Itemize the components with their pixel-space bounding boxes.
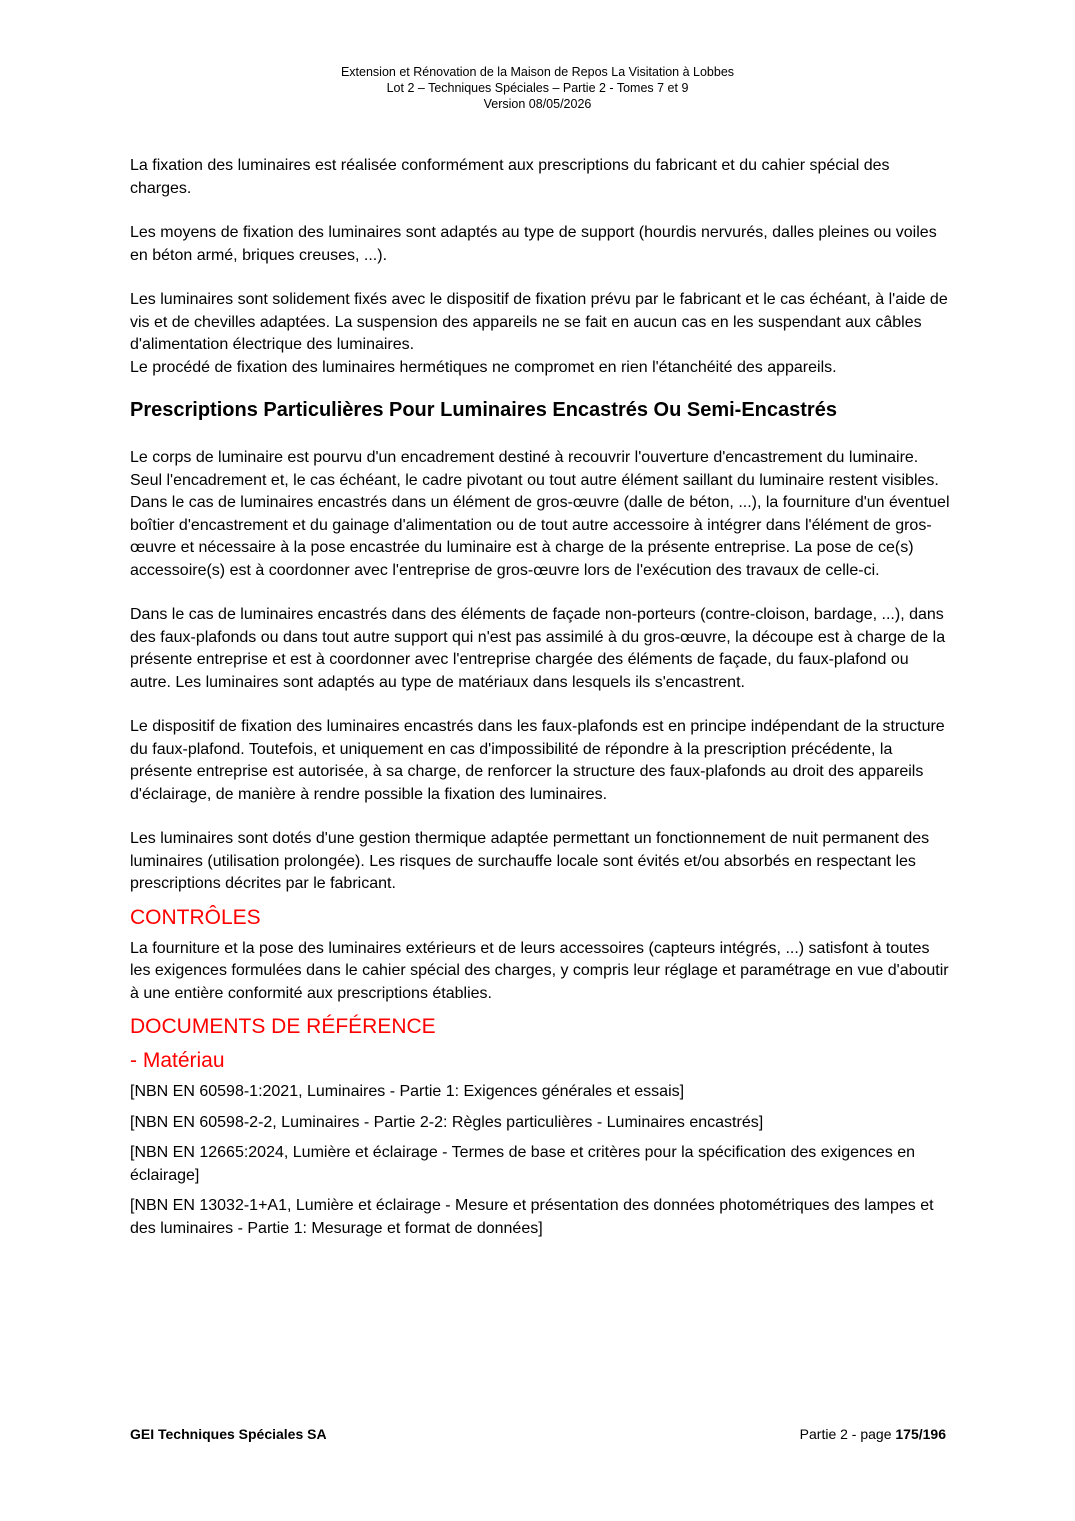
section-heading: Prescriptions Particulières Pour Luminaires Encastrés Ou Semi-Encastrés [130,399,837,421]
reference-item: [NBN EN 12665:2024, Lumière et éclairage - Termes de base et critères pour la spécification des exigences en éclairage] [130,1144,916,1184]
paragraph: Les luminaires sont solidement fixés avec le dispositif de fixation prévu par le fabricant et le cas échéant, à l'aide de vis et de chevilles adaptées. La suspension des appareils ne se fait en aucun cas en les suspendant aux câbles d'alimentation électrique des luminaires. [130,291,948,353]
header-lot: Lot 2 – Techniques Spéciales – Partie 2 - Tomes 7 et 9 [386,81,689,95]
footer-page-prefix: Partie 2 - page [799,1426,896,1442]
footer-page-number [800,1426,946,1442]
paragraph: Les luminaires sont dotés d'une gestion thermique adaptée permettant un fonctionnement de nuit permanent des luminaires (utilisation prolongée). Les risques de surchauffe locale sont évités et/ou absorbés en respectant les prescriptions décrites par le fabricant. [130,830,930,892]
paragraph: Le procédé de fixation des luminaires hermétiques ne compromet en rien l'étanchéité des appareils. [130,358,837,376]
reference-item: [NBN EN 13032-1+A1, Lumière et éclairage - Mesure et présentation des données photométriques des lampes et des luminaires - Partie 1: Mesurage et format de données] [130,1197,934,1237]
subsection-heading-materiau: - Matériau [130,1049,225,1072]
paragraph: La fixation des luminaires est réalisée conformément aux prescriptions du fabricant et du cahier spécial des charges. [130,157,890,197]
paragraph: Dans le cas de luminaires encastrés dans des éléments de façade non-porteurs (contre-cloison, bardage, ...), dans des faux-plafonds ou dans tout autre support qui n'est pas assimilé à du gros-œuvre, la découpe est à charge de la présente entreprise et est à coordonner avec l'entreprise chargée des éléments de façade, du faux-plafond ou autre. Les luminaires sont adaptés au type de matériaux dans lesquels ils s'encastrent. [130,606,946,691]
page-header [0,64,1075,112]
document-body [130,155,950,1248]
reference-item: [NBN EN 60598-1:2021, Luminaires - Partie 1: Exigences générales et essais] [130,1083,685,1100]
reference-item: [NBN EN 60598-2-2, Luminaires - Partie 2-2: Règles particulières - Luminaires encastrés] [130,1113,764,1131]
section-heading-documents: DOCUMENTS DE RÉFÉRENCE [130,1015,436,1038]
paragraph: Le corps de luminaire est pourvu d'un encadrement destiné à recouvrir l'ouverture d'encastrement du luminaire. Seul l'encadrement et, le cas échéant, le cadre pivotant ou tout autre élément saillant du luminaire restent visibles. [130,449,939,489]
footer-page-count: 175/196 [895,1426,946,1442]
header-project-title: Extension et Rénovation de la Maison de Repos La Visitation à Lobbes [340,65,735,79]
paragraph: Les moyens de fixation des luminaires sont adaptés au type de support (hourdis nervurés, dalles pleines ou voiles en béton armé, briques creuses, ...). [130,224,937,264]
paragraph: La fourniture et la pose des luminaires extérieurs et de leurs accessoires (capteurs intégrés, ...) satisfont à toutes les exigences formulées dans le cahier spécial des charges, y compris leur réglage et paramétrage en vue d'aboutir à une entière conformité aux prescriptions établies. [130,939,949,1002]
footer-company: GEI Techniques Spéciales SA [130,1426,327,1442]
paragraph: Le dispositif de fixation des luminaires encastrés dans les faux-plafonds est en principe indépendant de la structure du faux-plafond. Toutefois, et uniquement en cas d'impossibilité de répondre à la prescription précédente, la présente entreprise est autorisée, à sa charge, de renforcer la structure des faux-plafonds au droit des appareils d'éclairage, de manière à rendre possible la fixation des luminaires. [130,718,945,803]
header-version: Version 08/05/2026 [483,97,592,111]
paragraph: Dans le cas de luminaires encastrés dans un élément de gros-œuvre (dalle de béton, ...), la fourniture d'un éventuel boîtier d'encastrement et du gainage d'alimentation ou de tout autre accessoire à intégrer dans l'élément de gros-œuvre et nécessaire à la pose encastrée du luminaire est à charge de la présente entreprise. La pose de ce(s) accessoire(s) est à coordonner avec l'entreprise de gros-œuvre lors de l'exécution des travaux de celle-ci. [130,494,950,579]
section-heading-controles: CONTRÔLES [130,905,261,929]
